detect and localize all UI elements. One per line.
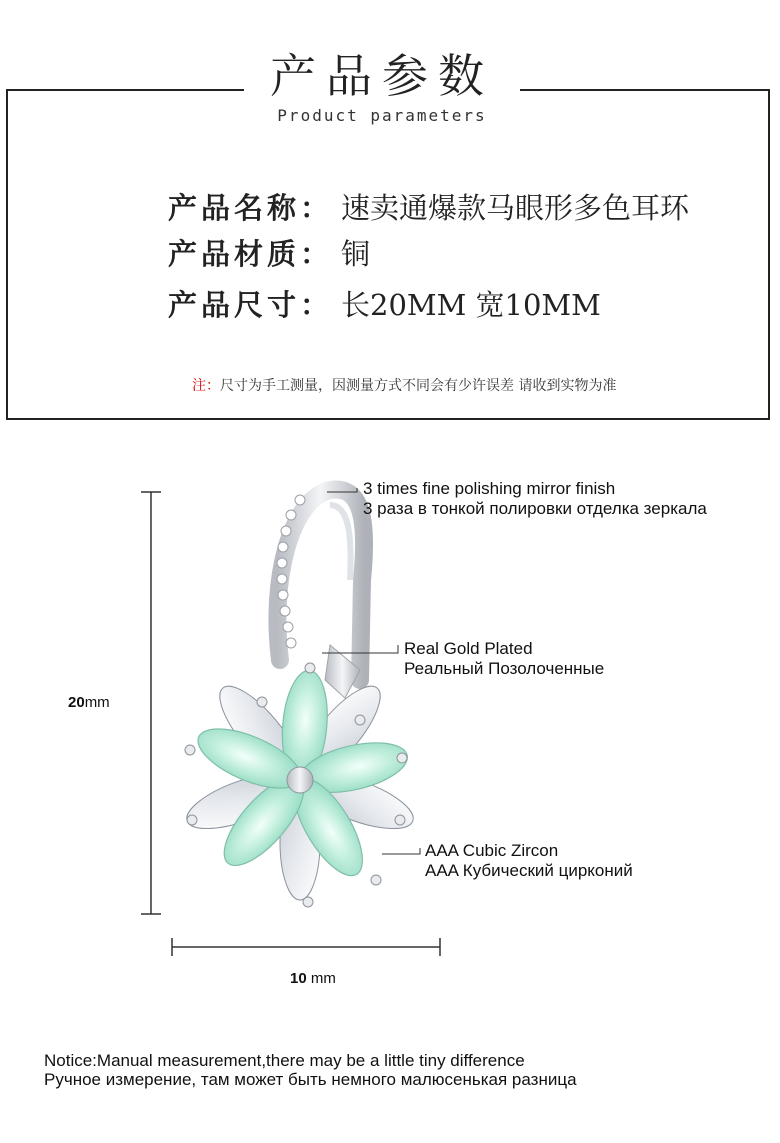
param-label: 产品材质： <box>168 237 334 271</box>
height-dimension-label: 20mm <box>68 694 110 711</box>
note-key: 注： <box>192 378 220 394</box>
flower-pendant <box>180 663 419 907</box>
notice-en: Notice:Manual measurement,there may be a little tiny difference <box>44 1051 525 1070</box>
param-label: 产品尺寸： <box>168 288 334 322</box>
earring-illustration <box>0 430 780 1050</box>
callout-zircon-ru: AAA Кубический цирконий <box>425 861 633 880</box>
width-dimension-label: 10 mm <box>290 970 336 987</box>
section-subtitle: Product parameters <box>277 106 487 125</box>
earring-hoop <box>277 490 364 698</box>
callout-gold <box>404 639 604 679</box>
callout-polish-ru: 3 раза в тонкой полировки отделка зеркала <box>363 499 707 518</box>
param-row-size <box>168 283 601 324</box>
parameter-frame <box>6 90 770 420</box>
height-dimension-line <box>141 492 161 914</box>
callout-zircon <box>425 841 633 881</box>
param-label: 产品名称： <box>168 191 334 225</box>
callout-polish-en: 3 times fine polishing mirror finish <box>363 479 616 498</box>
callout-zircon-en: AAA Cubic Zircon <box>425 841 559 860</box>
param-value: 长20MM 宽10MM <box>341 288 601 322</box>
notice <box>44 1051 577 1089</box>
notice-ru: Ручное измерение, там может быть немного малюсенькая разница <box>44 1070 577 1089</box>
param-row-material <box>168 232 370 273</box>
section-title: 产品参数 <box>270 49 494 103</box>
callout-gold-ru: Реальный Позолоченные <box>404 659 605 678</box>
note-text: 尺寸为手工测量，因测量方式不同会有少许误差 请收到实物为准 <box>220 378 617 394</box>
width-dimension-line <box>172 938 440 956</box>
callout-polish <box>363 479 707 519</box>
param-value: 铜 <box>341 237 371 271</box>
callout-gold-en: Real Gold Plated <box>404 639 533 658</box>
param-row-name <box>168 186 689 227</box>
param-value: 速卖通爆款马眼形多色耳环 <box>341 191 690 225</box>
measurement-note <box>192 375 616 395</box>
